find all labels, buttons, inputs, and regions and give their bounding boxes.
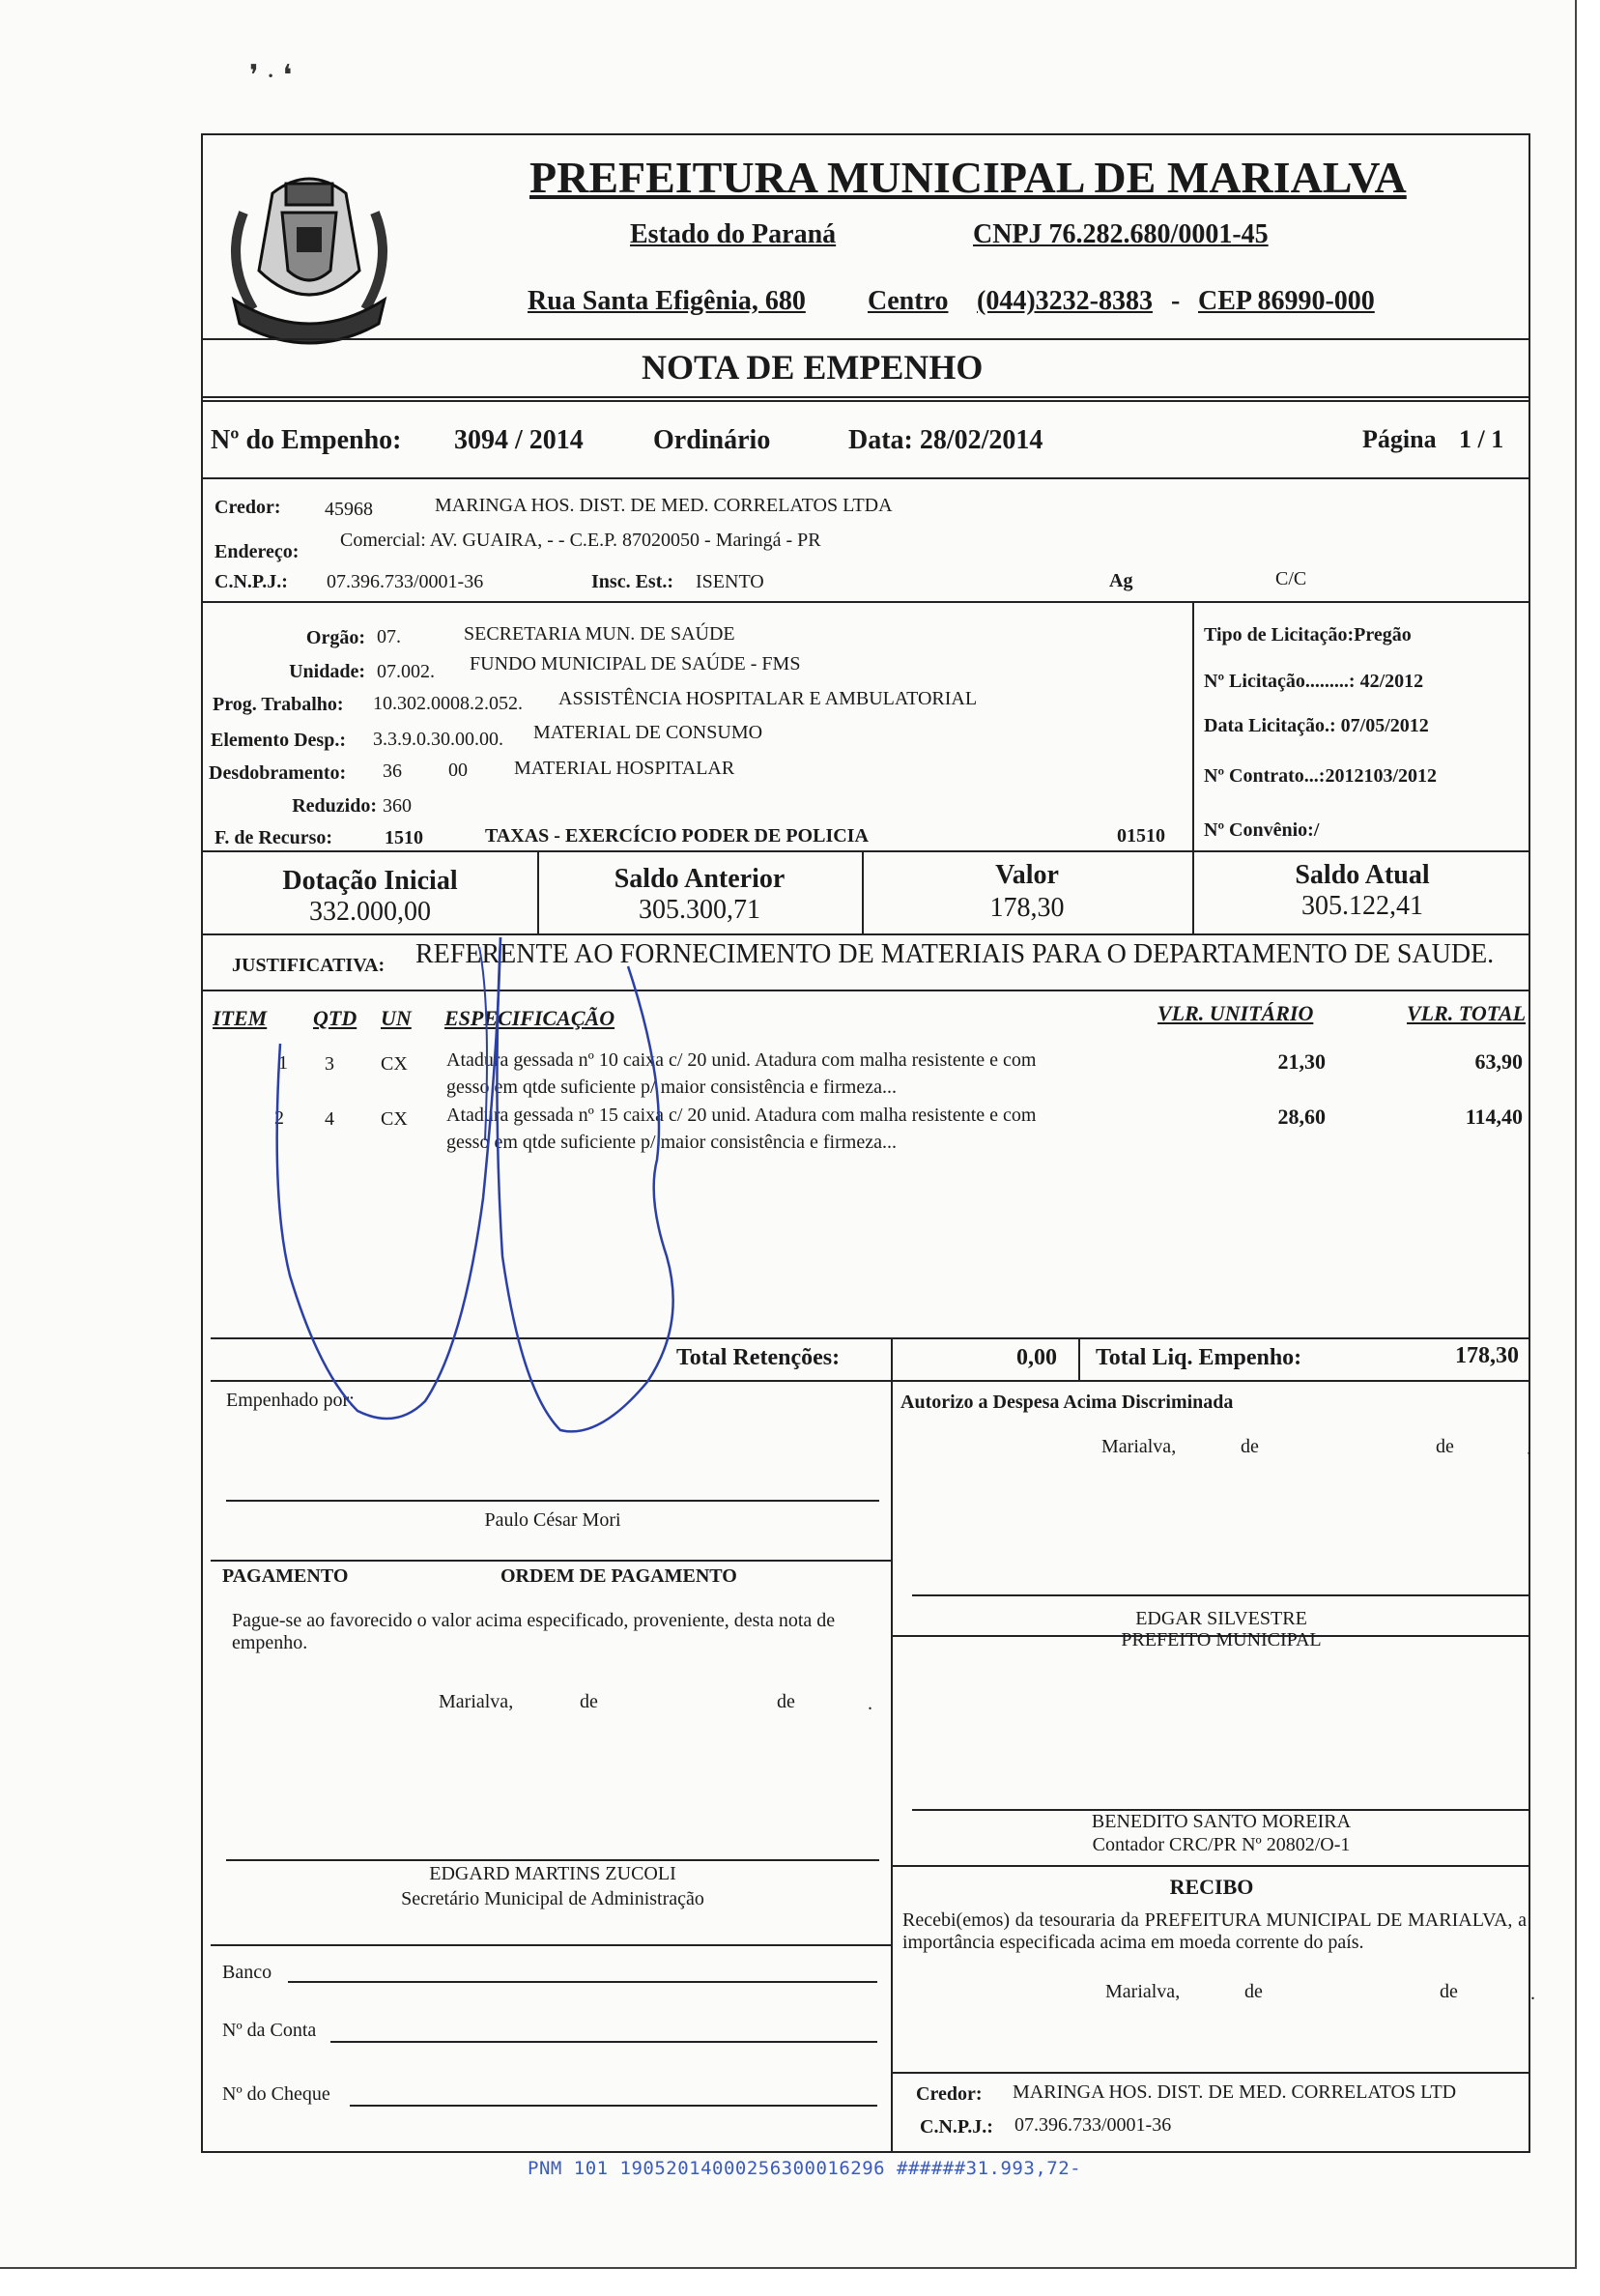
insc-value: ISENTO <box>696 571 764 592</box>
item-number: 2 <box>274 1107 284 1129</box>
header-district: Centro <box>868 286 949 316</box>
signature-line <box>912 1594 1530 1596</box>
header-cnpj: CNPJ 76.282.680/0001-45 <box>973 219 1269 249</box>
valor-value: 178,30 <box>989 893 1065 923</box>
date-dot: . <box>1530 1983 1535 2004</box>
corner-marks: ❜ · ❛ <box>249 60 293 92</box>
date-de: de <box>1436 1436 1454 1457</box>
item-desc-line2: gesso em qtde suficiente p/ maior consistência e firmeza... <box>446 1132 897 1153</box>
saldo-anterior-label: Saldo Anterior <box>614 864 786 894</box>
divider <box>891 1337 893 1380</box>
recurso-code2: 01510 <box>1117 825 1165 847</box>
recibo-title: RECIBO <box>1169 1875 1254 1899</box>
empenho-label: Nº do Empenho: <box>211 425 402 455</box>
date-dot: . <box>1527 1438 1531 1459</box>
saldo-anterior-value: 305.300,71 <box>639 895 760 925</box>
secretario-name: EDGARD MARTINS ZUCOLI <box>429 1863 676 1884</box>
liq-label: Total Liq. Empenho: <box>1096 1345 1302 1370</box>
pagamento-label: PAGAMENTO <box>222 1565 349 1587</box>
recibo-credor-name: MARINGA HOS. DIST. DE MED. CORRELATOS LTD <box>1013 2081 1457 2103</box>
ordem-pagamento-label: ORDEM DE PAGAMENTO <box>500 1565 737 1587</box>
empenhado-label: Empenhado por: <box>226 1390 355 1411</box>
divider <box>893 2072 1530 2074</box>
cnpj-label: C.N.P.J.: <box>214 571 288 592</box>
desdobramento-sub: 00 <box>448 760 468 781</box>
saldo-atual-value: 305.122,41 <box>1301 891 1423 921</box>
retencoes-label: Total Retenções: <box>676 1345 841 1370</box>
col-vlr-unitario: VLR. UNITÁRIO <box>1157 1001 1314 1025</box>
credor-code: 45968 <box>325 499 373 520</box>
insc-label: Insc. Est.: <box>591 571 674 592</box>
date-de: de <box>1440 1981 1458 2002</box>
item-unit-price: 21,30 <box>1277 1049 1326 1074</box>
divider <box>201 850 1530 852</box>
cheque-line <box>350 2105 877 2107</box>
banco-line <box>288 1981 877 1983</box>
col-especificacao: ESPECIFICAÇÃO <box>444 1006 615 1030</box>
divider <box>1192 601 1194 850</box>
col-qtd: QTD <box>313 1006 357 1030</box>
dotacao-value: 332.000,00 <box>309 897 431 927</box>
recibo-cnpj-label: C.N.P.J.: <box>920 2116 993 2138</box>
date-de: de <box>580 1691 598 1712</box>
licitacao-contrato: Nº Contrato...:2012103/2012 <box>1204 765 1438 787</box>
unidade-name: FUNDO MUNICIPAL DE SAÚDE - FMS <box>470 653 801 674</box>
coat-of-arms-icon <box>214 155 404 348</box>
ag-label: Ag <box>1109 570 1133 591</box>
divider <box>201 396 1530 398</box>
doc-title: NOTA DE EMPENHO <box>642 348 984 387</box>
page-number: 1 / 1 <box>1459 425 1504 453</box>
item-desc-line1: Atadura gessada nº 15 caixa c/ 20 unid. Atadura com malha resistente e com <box>446 1105 1037 1126</box>
recurso-code: 1510 <box>385 827 423 848</box>
date-dot: . <box>868 1693 872 1714</box>
orgao-label: Orgão: <box>305 627 365 648</box>
header-separator: - <box>1171 286 1181 316</box>
conta-label: Nº da Conta <box>222 2020 317 2041</box>
licitacao-data: Data Licitação.: 07/05/2012 <box>1204 715 1429 736</box>
header-phone: (044)3232-8383 <box>977 286 1153 316</box>
orgao-name: SECRETARIA MUN. DE SAÚDE <box>464 623 735 645</box>
licitacao-tipo: Tipo de Licitação:Pregão <box>1204 624 1412 646</box>
place-marialva: Marialva, <box>1105 1981 1181 2002</box>
unidade-label: Unidade: <box>289 661 365 682</box>
item-qtd: 3 <box>325 1053 334 1075</box>
credor-address: Comercial: AV. GUAIRA, - - C.E.P. 87020050 - Maringá - PR <box>340 530 821 551</box>
justificativa-text: REFERENTE AO FORNECIMENTO DE MATERIAIS PARA O DEPARTAMENTO DE SAUDE. <box>415 939 1495 969</box>
item-unit-price: 28,60 <box>1277 1105 1326 1129</box>
header-cep: CEP 86990-000 <box>1198 286 1375 316</box>
saldo-atual-label: Saldo Atual <box>1295 860 1430 890</box>
recibo-credor-label: Credor: <box>916 2083 983 2105</box>
empenho-date: Data: 28/02/2014 <box>848 425 1043 455</box>
desdobramento-label: Desdobramento: <box>209 762 347 784</box>
cc-label: C/C <box>1275 568 1307 589</box>
recibo-cnpj: 07.396.733/0001-36 <box>1014 2114 1172 2136</box>
secretario-title: Secretário Municipal de Administração <box>401 1888 704 1909</box>
prefeito-name: EDGAR SILVESTRE <box>1135 1608 1307 1629</box>
contador-title: Contador CRC/PR Nº 20802/O-1 <box>1092 1834 1351 1855</box>
date-de: de <box>1241 1436 1259 1457</box>
prog-name: ASSISTÊNCIA HOSPITALAR E AMBULATORIAL <box>558 688 978 709</box>
empenhado-name: Paulo César Mori <box>484 1509 621 1531</box>
recurso-label: F. de Recurso: <box>214 827 333 848</box>
item-qtd: 4 <box>325 1108 334 1130</box>
divider <box>893 1865 1530 1867</box>
col-item: ITEM <box>213 1006 268 1030</box>
header-street: Rua Santa Efigênia, 680 <box>528 286 806 316</box>
reduzido-label: Reduzido: <box>292 795 377 817</box>
desdobramento-code: 36 <box>383 761 402 782</box>
page-label: Página <box>1362 425 1437 453</box>
dotacao-label: Dotação Inicial <box>282 866 458 896</box>
recurso-name: TAXAS - EXERCÍCIO PODER DE POLICIA <box>485 825 869 847</box>
licitacao-numero: Nº Licitação.........: 42/2012 <box>1204 671 1424 692</box>
prog-label: Prog. Trabalho: <box>213 694 344 715</box>
divider <box>201 477 1530 479</box>
header-title: PREFEITURA MUNICIPAL DE MARIALVA <box>529 153 1407 202</box>
item-total: 63,90 <box>1474 1049 1523 1074</box>
justificativa-label: JUSTIFICATIVA: <box>232 955 386 976</box>
unidade-code: 07.002. <box>377 661 435 682</box>
item-total: 114,40 <box>1465 1105 1523 1129</box>
valor-label: Valor <box>995 860 1059 890</box>
contador-name: BENEDITO SANTO MOREIRA <box>1091 1811 1352 1832</box>
cheque-label: Nº do Cheque <box>222 2083 330 2105</box>
empenho-type: Ordinário <box>653 425 771 455</box>
prefeito-title: PREFEITO MUNICIPAL <box>1121 1629 1322 1650</box>
liq-value: 178,30 <box>1455 1343 1519 1368</box>
divider <box>201 601 1530 603</box>
date-de: de <box>777 1691 795 1712</box>
footer-code: PNM 101 19052014000256300016296 ######31.993,72- <box>528 2158 1082 2179</box>
handwritten-signature-stroke <box>261 908 725 1488</box>
divider <box>1078 1337 1080 1380</box>
signature-line <box>226 1500 879 1502</box>
pague-text: Pague-se ao favorecido o valor acima especificado, proveniente, desta nota de empenho. <box>232 1610 836 1653</box>
orgao-code: 07. <box>377 626 401 647</box>
licitacao-convenio: Nº Convênio:/ <box>1204 819 1320 841</box>
item-un: CX <box>381 1053 408 1075</box>
recibo-text: Recebi(emos) da tesouraria da PREFEITURA MUNICIPAL DE MARIALVA, a importância especificada acima em moeda corrente do país. <box>902 1909 1527 1953</box>
signature-line <box>226 1859 879 1861</box>
item-number: 1 <box>278 1052 288 1074</box>
divider <box>201 338 1530 340</box>
autorizo-label: Autorizo a Despesa Acima Discriminada <box>900 1392 1234 1413</box>
elemento-label: Elemento Desp.: <box>211 730 346 751</box>
address-label: Endereço: <box>214 541 300 562</box>
item-desc-line1: Atadura gessada nº 10 caixa c/ 20 unid. Atadura com malha resistente e com <box>446 1049 1037 1071</box>
conta-line <box>330 2041 877 2043</box>
header-state: Estado do Paraná <box>630 219 837 249</box>
credor-name: MARINGA HOS. DIST. DE MED. CORRELATOS LTDA <box>435 495 893 516</box>
elemento-code: 3.3.9.0.30.00.00. <box>373 729 503 750</box>
divider <box>891 1380 893 2153</box>
empenho-number: 3094 / 2014 <box>454 425 584 455</box>
col-un: UN <box>381 1006 412 1030</box>
banco-label: Banco <box>222 1962 272 1983</box>
item-desc-line2: gesso em qtde suficiente p/ maior consistência e firmeza... <box>446 1076 897 1098</box>
place-marialva: Marialva, <box>1101 1436 1177 1457</box>
prog-code: 10.302.0008.2.052. <box>373 693 523 714</box>
desdobramento-name: MATERIAL HOSPITALAR <box>514 758 735 779</box>
elemento-name: MATERIAL DE CONSUMO <box>533 722 763 743</box>
reduzido-value: 360 <box>383 795 412 817</box>
credor-cnpj: 07.396.733/0001-36 <box>327 571 484 592</box>
item-un: CX <box>381 1108 408 1130</box>
retencoes-value: 0,00 <box>1016 1345 1057 1370</box>
place-marialva: Marialva, <box>439 1691 514 1712</box>
divider <box>211 1944 891 1946</box>
credor-label: Credor: <box>214 497 281 518</box>
col-vlr-total: VLR. TOTAL <box>1407 1001 1527 1025</box>
divider <box>211 1560 891 1562</box>
date-de: de <box>1244 1981 1263 2002</box>
divider <box>201 400 1530 402</box>
